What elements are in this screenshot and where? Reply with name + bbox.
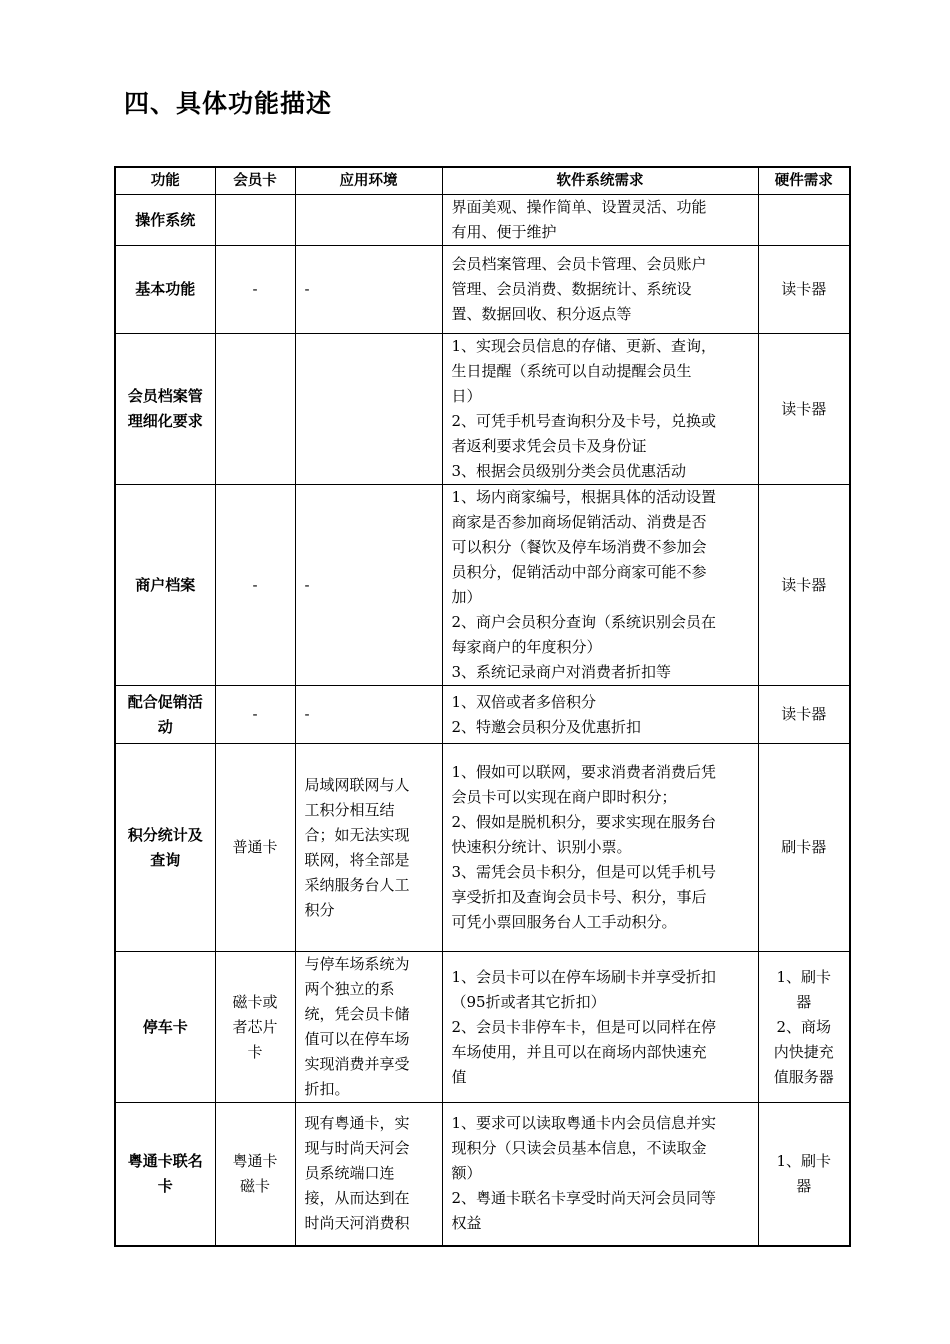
cell-member-card — [215, 246, 295, 334]
cell-environment — [295, 686, 442, 744]
cell-line: 3、根据会员级别分类会员优惠活动 — [451, 462, 687, 480]
table-row — [115, 744, 850, 952]
cell-line: 会员卡可以实现在商户即时积分； — [451, 788, 677, 806]
cell-hardware — [758, 195, 850, 246]
cell-line: 可凭小票回服务台人工手动积分。 — [451, 913, 677, 931]
cell-line: 接，从而达到在 — [304, 1189, 410, 1208]
cell-line: 粤通卡 — [232, 1151, 278, 1170]
cell-software — [442, 485, 758, 686]
cell-line: 粤通卡联名 — [127, 1151, 203, 1170]
cell-line: 内快捷充 — [773, 1042, 834, 1061]
cell-line: 员积分，促销活动中部分商家可能不参 — [451, 563, 707, 581]
cell-line: 2、假如是脱机积分，要求实现在服务台 — [451, 813, 717, 831]
table-row — [115, 1103, 850, 1246]
cell-line: 读卡器 — [781, 705, 827, 723]
header-environment: 应用环境 — [295, 167, 442, 195]
cell-line: 2、可凭手机号查询积分及卡号，兑换或 — [451, 412, 717, 430]
cell-line: 现与时尚天河会 — [304, 1139, 410, 1158]
cell-member-card — [215, 485, 295, 686]
cell-line: 磁卡或 — [232, 992, 278, 1011]
cell-line: 普通卡 — [232, 838, 278, 856]
cell-member-card — [215, 195, 295, 246]
cell-line: 现有粤通卡，实 — [304, 1114, 410, 1133]
cell-line: 刷卡器 — [781, 838, 827, 856]
cell-line: 卡 — [157, 1176, 173, 1195]
cell-line: 会员档案管 — [127, 387, 203, 405]
function-table — [114, 166, 851, 1247]
cell-line: 读卡器 — [781, 399, 827, 418]
cell-hardware — [758, 952, 850, 1103]
table-header-row — [115, 167, 850, 195]
cell-line: 日） — [451, 387, 482, 405]
cell-line: 实现消费并享受 — [304, 1055, 410, 1073]
cell-line: 2、粤通卡联名卡享受时尚天河会员同等 — [451, 1189, 717, 1208]
cell-line: 管理、会员消费、数据统计、系统设 — [451, 280, 692, 298]
cell-line: 与停车场系统为 — [304, 955, 410, 973]
cell-line: 3、需凭会员卡积分，但是可以凭手机号 — [451, 863, 717, 881]
cell-line: 者芯片 — [232, 1017, 278, 1036]
cell-line: 基本功能 — [135, 280, 196, 298]
cell-function — [115, 195, 215, 246]
cell-line: 2、特邀会员积分及优惠折扣 — [451, 717, 642, 736]
cell-hardware — [758, 246, 850, 334]
table-row — [115, 686, 850, 744]
cell-line: 值服务器 — [773, 1067, 834, 1086]
cell-line: 两个独立的系 — [304, 980, 395, 998]
cell-software — [442, 952, 758, 1103]
cell-function — [115, 334, 215, 485]
cell-line: 2、商户会员积分查询（系统识别会员在 — [451, 613, 717, 631]
cell-member-card — [215, 952, 295, 1103]
cell-line: 车场使用，并且可以在商场内部快速充 — [451, 1042, 707, 1061]
cell-line: 值可以在停车场 — [304, 1030, 410, 1048]
cell-line: 1、要求可以读取粤通卡内会员信息并实 — [451, 1114, 717, 1133]
cell-line: 可以积分（餐饮及停车场消费不参加会 — [451, 538, 707, 556]
cell-line: 商户档案 — [135, 575, 196, 594]
table-row — [115, 485, 850, 686]
header-function: 功能 — [115, 167, 215, 195]
cell-line: 1、实现会员信息的存储、更新、查询， — [451, 337, 717, 355]
cell-line: 2、会员卡非停车卡，但是可以同样在停 — [451, 1017, 717, 1036]
cell-line: 额） — [451, 1164, 482, 1183]
cell-line: 者返利要求凭会员卡及身份证 — [451, 437, 647, 455]
table-row — [115, 195, 850, 246]
cell-member-card — [215, 1103, 295, 1246]
cell-hardware — [758, 485, 850, 686]
cell-line: 读卡器 — [781, 280, 827, 298]
cell-line: 局域网联网与人 — [304, 775, 410, 794]
header-member-card: 会员卡 — [215, 167, 295, 195]
table-row — [115, 952, 850, 1103]
cell-line: 员系统端口连 — [304, 1164, 395, 1183]
cell-line: 享受折扣及查询会员卡号、积分，事后 — [451, 888, 707, 906]
cell-line: - — [304, 705, 310, 723]
cell-line: - — [252, 705, 258, 723]
cell-line: 1、刷卡 — [776, 967, 832, 986]
cell-software — [442, 686, 758, 744]
cell-line: 1、场内商家编号，根据具体的活动设置 — [451, 488, 717, 506]
cell-software — [442, 744, 758, 952]
cell-line: 1、刷卡 — [776, 1151, 832, 1170]
cell-line: 停车卡 — [142, 1017, 188, 1036]
cell-line: 卡 — [247, 1042, 263, 1061]
cell-line: 联网，将全部是 — [304, 850, 410, 869]
cell-hardware — [758, 744, 850, 952]
cell-member-card — [215, 334, 295, 485]
cell-line: 2、商场 — [776, 1017, 832, 1036]
cell-function — [115, 744, 215, 952]
cell-line: 积分统计及 — [127, 825, 203, 844]
cell-line: 现积分（只读会员基本信息，不读取金 — [451, 1139, 707, 1158]
cell-environment — [295, 195, 442, 246]
table-row — [115, 334, 850, 485]
cell-line: 界面美观、操作简单、设置灵活、功能 — [451, 198, 707, 216]
cell-line: 加） — [451, 588, 482, 606]
cell-hardware — [758, 686, 850, 744]
cell-line: 配合促销活 — [127, 692, 203, 711]
cell-line: 快速积分统计、识别小票。 — [451, 838, 632, 856]
cell-line: 时尚天河消费积 — [304, 1214, 410, 1233]
table-body — [115, 195, 850, 1246]
cell-line: 商家是否参加商场促销活动、消费是否 — [451, 513, 707, 531]
cell-hardware — [758, 334, 850, 485]
cell-line: 积分 — [304, 900, 335, 919]
cell-line: - — [252, 280, 258, 298]
cell-line: 1、假如可以联网，要求消费者消费后凭 — [451, 763, 717, 781]
section-title: 四、具体功能描述 — [124, 89, 333, 118]
table-row — [115, 246, 850, 334]
cell-environment — [295, 1103, 442, 1246]
cell-line: 器 — [796, 1176, 812, 1195]
cell-line: 1、会员卡可以在停车场刷卡并享受折扣 — [451, 967, 717, 986]
header-hardware: 硬件需求 — [758, 167, 850, 195]
cell-line: 权益 — [451, 1214, 482, 1233]
cell-environment — [295, 485, 442, 686]
cell-line: 磁卡 — [239, 1176, 270, 1195]
cell-line: 值 — [451, 1067, 467, 1086]
cell-line: 会员档案管理、会员卡管理、会员账户 — [451, 255, 707, 273]
cell-line: 1、双倍或者多倍积分 — [451, 692, 597, 711]
cell-software — [442, 246, 758, 334]
cell-line: 每家商户的年度积分） — [451, 638, 602, 656]
cell-member-card — [215, 744, 295, 952]
cell-function — [115, 686, 215, 744]
cell-environment — [295, 246, 442, 334]
cell-member-card — [215, 686, 295, 744]
cell-line: 操作系统 — [135, 210, 196, 229]
cell-line: - — [304, 280, 310, 298]
cell-line: 有用、便于维护 — [451, 223, 557, 241]
cell-line: - — [252, 575, 258, 594]
cell-line: 工积分相互结 — [304, 800, 395, 819]
cell-line: 读卡器 — [781, 575, 827, 594]
cell-line: 理细化要求 — [127, 412, 203, 430]
cell-software — [442, 1103, 758, 1246]
cell-line: 3、系统记录商户对消费者折扣等 — [451, 663, 672, 681]
cell-hardware — [758, 1103, 850, 1246]
cell-function — [115, 246, 215, 334]
cell-line: 合；如无法实现 — [304, 825, 410, 844]
cell-line: - — [304, 575, 310, 594]
cell-line: 查询 — [150, 850, 181, 869]
header-software: 软件系统需求 — [442, 167, 758, 195]
cell-line: 动 — [157, 717, 173, 736]
cell-line: 置、数据回收、积分返点等 — [451, 305, 632, 323]
cell-line: 统，凭会员卡储 — [304, 1005, 410, 1023]
cell-line: 器 — [796, 992, 812, 1011]
cell-software — [442, 334, 758, 485]
cell-line: 折扣。 — [304, 1080, 350, 1098]
cell-line: 生日提醒（系统可以自动提醒会员生 — [451, 362, 692, 380]
cell-function — [115, 952, 215, 1103]
cell-environment — [295, 744, 442, 952]
cell-software — [442, 195, 758, 246]
cell-environment — [295, 334, 442, 485]
cell-function — [115, 1103, 215, 1246]
cell-function — [115, 485, 215, 686]
cell-environment — [295, 952, 442, 1103]
cell-line: 采纳服务台人工 — [304, 875, 410, 894]
cell-line: （95折或者其它折扣） — [451, 992, 606, 1011]
